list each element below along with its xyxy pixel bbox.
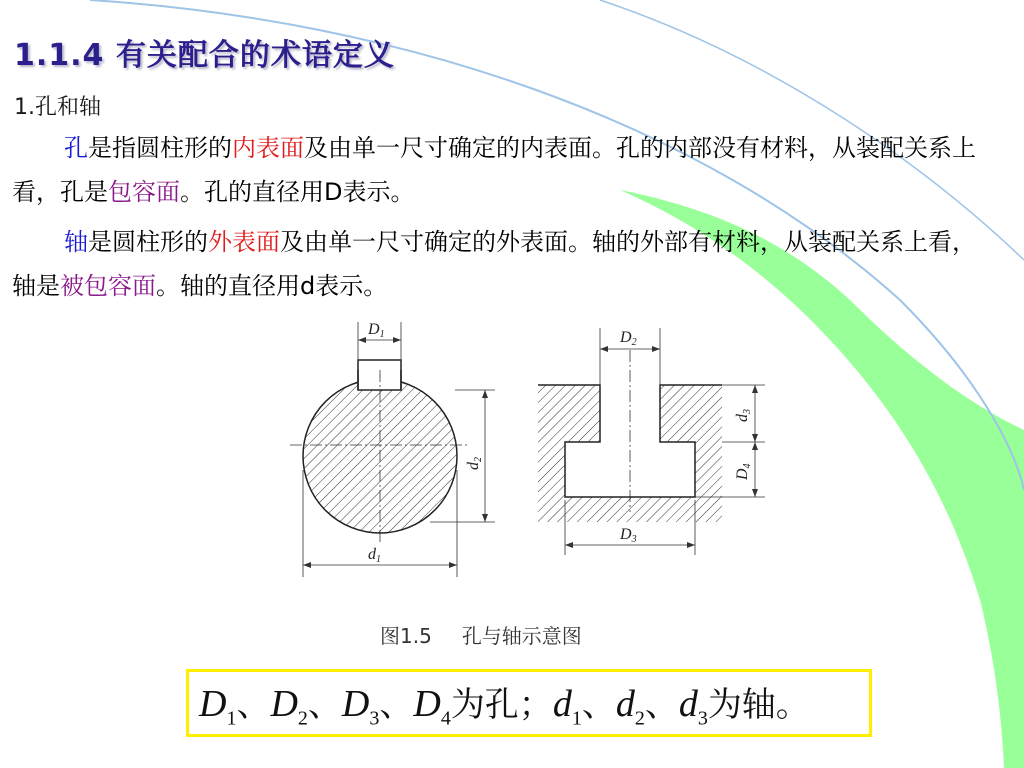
shaft-notation-suffix: 为轴。	[707, 685, 810, 725]
inner-surface-keyword: 内表面	[232, 134, 304, 162]
hole-text-2: 及由单一尺寸确定的内表面。孔的内部没有材料，从装配关系上看，孔是	[12, 134, 976, 206]
hole-text-3: 。孔的直径用D表示。	[180, 178, 415, 206]
page-title: 1.1.4 有关配合的术语定义	[14, 38, 395, 73]
D3-label: D3	[620, 526, 637, 545]
figure-caption	[380, 620, 582, 649]
enclosed-surface-keyword: 被包容面	[60, 272, 156, 300]
d2-label: d2	[465, 457, 484, 470]
D4-label: D4	[734, 463, 753, 480]
shaft-text-3: 。轴的直径用d表示。	[156, 272, 388, 300]
hole-cross-section	[538, 328, 765, 555]
notation-box	[186, 669, 872, 737]
d1-label: d1	[368, 546, 381, 565]
D2-label: D2	[620, 329, 637, 348]
outer-surface-keyword: 外表面	[208, 228, 280, 256]
shaft-text-2: 及由单一尺寸确定的外表面。轴的外部有材料，从装配关系上看，轴是	[12, 228, 976, 300]
shaft-keyword: 轴	[64, 228, 88, 256]
shaft-cross-section	[290, 321, 495, 577]
keyway-slot	[358, 360, 401, 390]
d3-label: d3	[734, 409, 753, 422]
hole-keyword: 孔	[64, 134, 88, 162]
D1-label: D1	[368, 321, 385, 340]
enclosing-surface-keyword: 包容面	[108, 178, 180, 206]
shaft-text-1: 是圆柱形的	[88, 228, 208, 256]
notation-text: $D_1$、$D_2$、$D_3$、$D_4$为孔；$d_1$、$d_2$、$d_3$为轴。	[199, 683, 810, 730]
figure-caption-text: 孔与轴示意图	[461, 624, 582, 648]
section-subtitle: 1.孔和轴	[14, 95, 101, 120]
figure-number: 图1.5	[380, 624, 432, 648]
hole-text-1: 是指圆柱形的	[88, 134, 232, 162]
hole-notation-suffix: 为孔；	[450, 685, 553, 725]
